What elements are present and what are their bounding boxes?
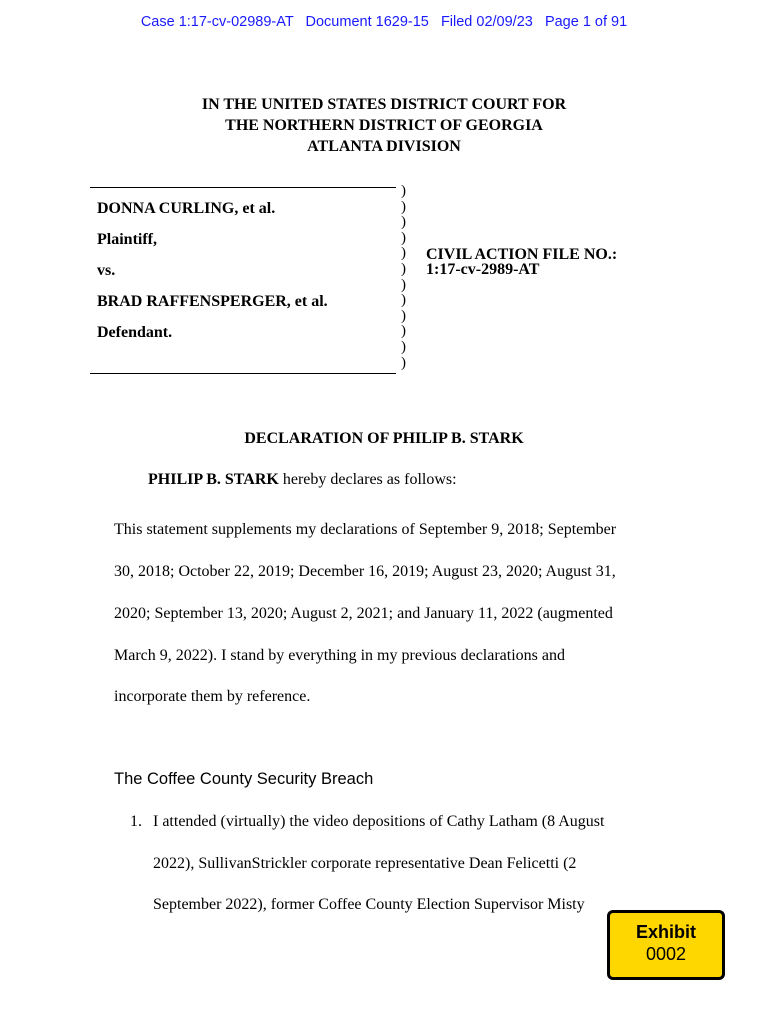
court-title [0,94,768,157]
exhibit-label: Exhibit [635,922,696,942]
caption-parentheses: ) ) ) ) ) ) ) ) ) ) ) ) [401,183,406,371]
declares-line [148,471,457,489]
paragraph-line: 30, 2018; October 22, 2019; December 16, 2019; August 23, 2020; August 31, [114,563,616,580]
declarant-name: PHILIP B. STARK [148,471,279,488]
section-heading: The Coffee County Security Breach [114,770,374,788]
page-number: Page 1 of 91 [544,14,628,30]
declaration-title: DECLARATION OF PHILIP B. STARK [244,430,524,447]
paragraph-line: 2020; September 13, 2020; August 2, 2021; and January 11, 2022 (augmented [114,605,613,622]
list-item-line: 2022), SullivanStrickler corporate representative Dean Felicetti (2 [153,855,577,872]
exhibit-number: 0002 [645,944,687,964]
paragraph-line: This statement supplements my declarations of September 9, 2018; September [114,521,617,538]
defendant-name: BRAD RAFFENSPERGER, et al. [97,293,328,310]
case-header [0,14,768,30]
caption-top-rule [90,187,396,188]
caption-bottom-rule [90,373,396,374]
case-number: Case 1:17-cv-02989-AT [140,14,294,30]
defendant-role: Defendant. [97,324,173,341]
paragraph-line: March 9, 2022). I stand by everything in my previous declarations and [114,647,565,664]
filed-date: Filed 02/09/23 [440,14,533,30]
list-item-number: 1. [130,813,142,830]
plaintiff-role: Plaintiff, [97,231,157,248]
civil-action-number: 1:17-cv-2989-AT [426,261,540,278]
court-title-line: THE NORTHERN DISTRICT OF GEORGIA [225,117,543,134]
civil-action-label: CIVIL ACTION FILE NO.: [426,246,618,263]
exhibit-sticker [607,910,725,980]
court-title-line: ATLANTA DIVISION [307,138,461,155]
court-title-line: IN THE UNITED STATES DISTRICT COURT FOR [201,96,567,113]
paragraph-line: incorporate them by reference. [114,688,311,705]
civil-action-block [426,247,617,277]
plaintiff-name: DONNA CURLING, et al. [97,200,276,217]
declares-text: hereby declares as follows: [282,471,457,488]
document-number: Document 1629-15 [305,14,429,30]
list-item-line: September 2022), former Coffee County Election Supervisor Misty [153,896,585,913]
versus-label: vs. [97,262,116,279]
list-item-line: I attended (virtually) the video depositions of Cathy Latham (8 August [153,813,605,830]
